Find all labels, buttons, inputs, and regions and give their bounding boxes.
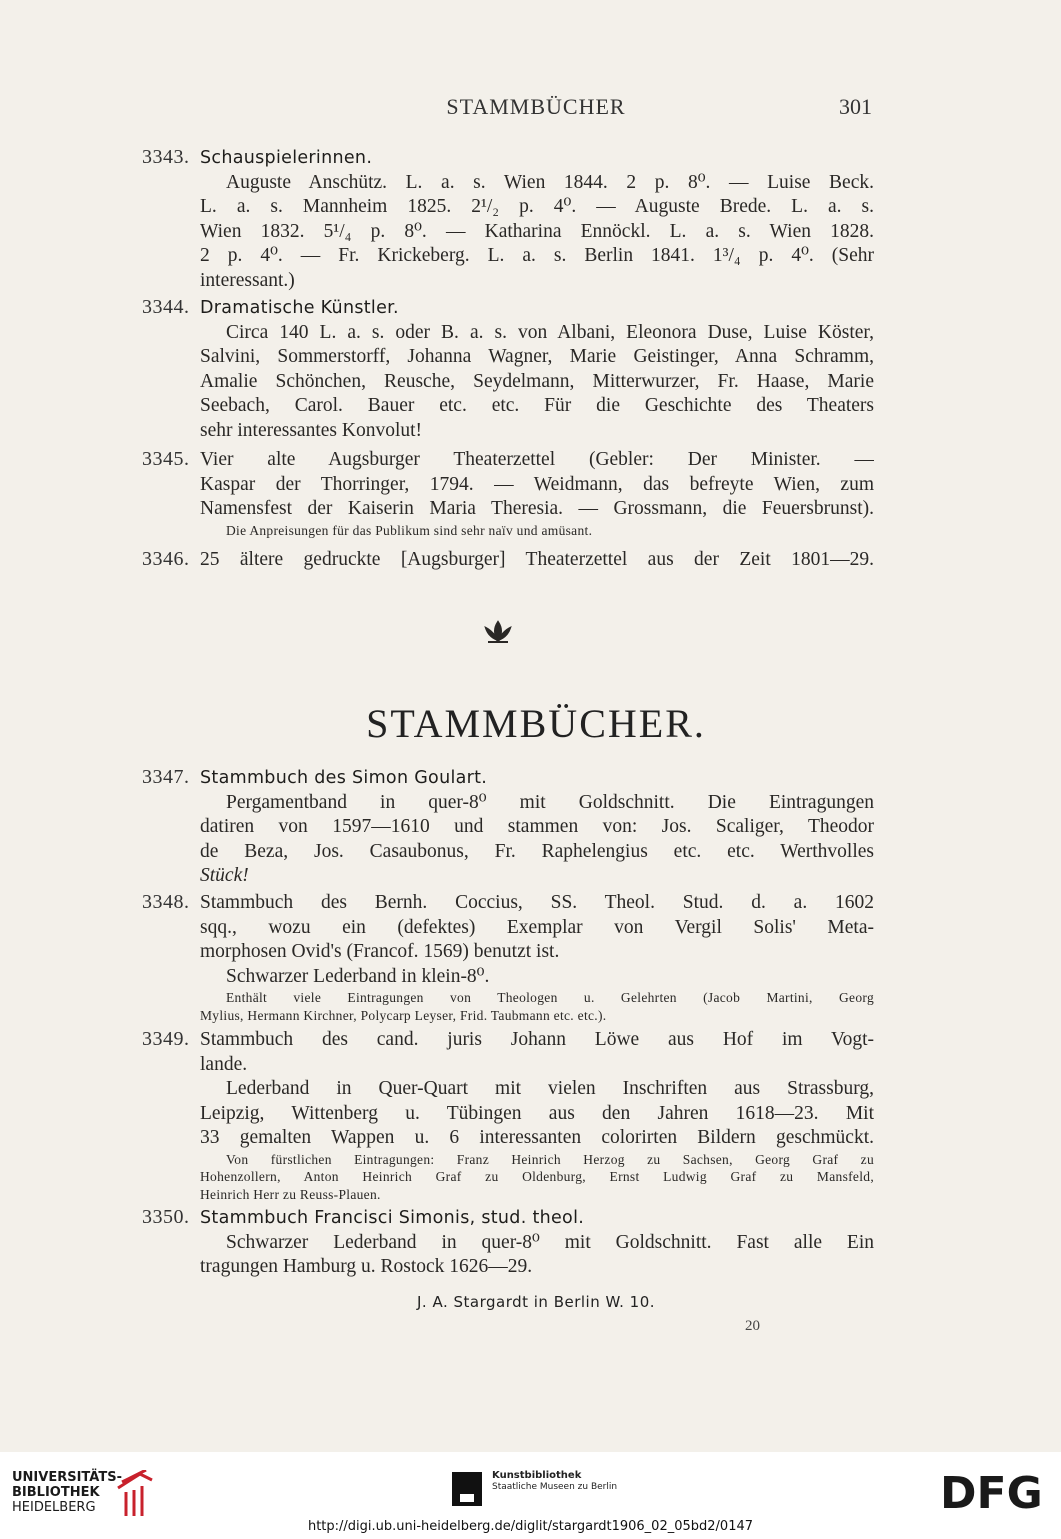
uni-line: HEIDELBERG xyxy=(12,1500,96,1515)
dfg-label: DFG xyxy=(940,1468,1043,1516)
lot-line: tragungen Hamburg u. Rostock 1626—29. xyxy=(200,1256,533,1277)
lot-title-line: 25 ältere gedruckte [Augsburger] Theaterzettel aus der Zeit 1801—29. xyxy=(200,549,874,570)
running-head xyxy=(200,94,872,124)
publisher-imprint: J. A. Stargardt in Berlin W. 10. xyxy=(416,1293,656,1311)
lot-line: Namensfest der Kaiserin Maria Theresia. — Grossmann, die Feuersbrunst). xyxy=(200,498,874,519)
lot-title: Dramatische Künstler. xyxy=(200,298,399,318)
running-head-title: STAMMBÜCHER xyxy=(446,94,626,119)
lot-number: 3343. xyxy=(142,146,190,168)
lot-note: Mylius, Hermann Kirchner, Polycarp Leyser, Frid. Taubmann etc. etc.). xyxy=(200,1007,607,1023)
lot-line: Salvini, Sommerstorff, Johanna Wagner, Marie Geistinger, Anna Schramm, xyxy=(200,346,874,367)
university-library-logo[interactable] xyxy=(12,1470,162,1522)
lot-entry-3344 xyxy=(142,296,874,443)
permalink-url[interactable]: http://digi.ub.uni-heidelberg.de/diglit/stargardt1906_02_05bd2/0147 xyxy=(307,1519,754,1534)
signature-mark: 20 xyxy=(745,1318,760,1334)
lot-line: L. a. s. Mannheim 1825. 2¹/₂ p. 4⁰. — Auguste Brede. L. a. s. xyxy=(200,196,874,217)
lot-line: Kaspar der Thorringer, 1794. — Weidmann, das befreyte Wien, zum xyxy=(200,473,874,495)
lot-note: Von fürstlichen Eintragungen: Franz Heinrich Herzog zu Sachsen, Georg Graf zu xyxy=(226,1151,874,1167)
lot-line: datiren von 1597—1610 und stammen von: Jos. Scaliger, Theodor xyxy=(200,816,874,837)
lot-line: Circa 140 L. a. s. oder B. a. s. von Albani, Eleonora Duse, Luise Köster, xyxy=(226,321,874,343)
kunstbibliothek-logo[interactable] xyxy=(452,1470,652,1510)
lot-line: morphosen Ovid's (Francof. 1569) benutzt ist. xyxy=(200,941,560,962)
lot-line: Seebach, Carol. Bauer etc. etc. Für die Geschichte des Theaters xyxy=(200,395,874,416)
dfg-logo[interactable] xyxy=(940,1466,1050,1516)
lot-title: Stammbuch Francisci Simonis, stud. theol. xyxy=(200,1208,585,1228)
lot-line: Leipzig, Wittenberg u. Tübingen aus den Jahren 1618—23. Mit xyxy=(200,1102,874,1124)
university-emblem-icon xyxy=(112,1470,158,1520)
lot-number: 3346. xyxy=(142,548,190,570)
viewer-footer xyxy=(0,1452,1061,1539)
lot-note: Hohenzollern, Anton Heinrich Graf zu Oldenburg, Ernst Ludwig Graf zu Mansfeld, xyxy=(200,1169,874,1184)
lot-entry-3349 xyxy=(142,1028,874,1203)
lot-line: Lederband in Quer-Quart mit vielen Inschriften aus Strassburg, xyxy=(226,1078,874,1099)
lot-line: Schwarzer Lederband in quer-8⁰ mit Goldschnitt. Fast alle Ein xyxy=(226,1231,874,1253)
kunstbibliothek-mark-icon xyxy=(452,1472,482,1506)
lot-number: 3347. xyxy=(142,766,190,788)
lot-line: lande. xyxy=(200,1053,248,1075)
lot-line: Amalie Schönchen, Reusche, Seydelmann, Mitterwurzer, Fr. Haase, Marie xyxy=(200,370,874,392)
lot-title-line: Vier alte Augsburger Theaterzettel (Gebler: Der Minister. — xyxy=(200,449,874,470)
lot-line: Wien 1832. 5¹/₄ p. 8⁰. — Katharina Ennöckl. L. a. s. Wien 1828. xyxy=(200,220,874,242)
lot-entry-3350 xyxy=(142,1206,874,1280)
lot-entry-3346 xyxy=(142,548,874,573)
lot-note: Die Anpreisungen für das Publikum sind sehr naïv und amüsant. xyxy=(226,522,593,538)
lot-entry-3343 xyxy=(142,146,874,293)
lot-line: interessant.) xyxy=(200,269,295,291)
lot-number: 3349. xyxy=(142,1028,190,1050)
lot-line: Auguste Anschütz. L. a. s. Wien 1844. 2 p. 8⁰. — Luise Beck. xyxy=(226,171,874,193)
lot-entry-3347 xyxy=(142,766,874,889)
section-heading: STAMMBÜCHER. xyxy=(366,701,706,746)
lot-line: Stück! xyxy=(200,865,249,886)
lot-title-line: Stammbuch des cand. juris Johann Löwe aus Hof im Vogt- xyxy=(200,1029,874,1050)
lot-title-line: Stammbuch des Bernh. Coccius, SS. Theol. Stud. d. a. 1602 xyxy=(200,892,874,913)
lot-number: 3348. xyxy=(142,891,190,913)
kb-name: Kunstbibliothek xyxy=(492,1470,582,1481)
lot-note: Enthält viele Eintragungen von Theologen u. Gelehrten (Jacob Martini, Georg xyxy=(226,990,874,1005)
lotus-ornament-icon xyxy=(480,618,516,646)
lot-line: sehr interessantes Konvolut! xyxy=(200,419,423,441)
lot-line: Schwarzer Lederband in klein-8⁰. xyxy=(226,965,490,987)
uni-line: UNIVERSITÄTS- xyxy=(12,1470,122,1485)
lot-number: 3350. xyxy=(142,1206,190,1228)
lot-line: Pergamentband in quer-8⁰ mit Goldschnitt. Die Eintragungen xyxy=(226,791,874,813)
lot-line: 2 p. 4⁰. — Fr. Krickeberg. L. a. s. Berlin 1841. 1³/₄ p. 4⁰. (Sehr xyxy=(200,245,874,266)
page-number: 301 xyxy=(839,94,872,119)
lot-title: Schauspielerinnen. xyxy=(200,148,373,168)
lot-note: Heinrich Herr zu Reuss-Plauen. xyxy=(200,1186,381,1202)
lot-entry-3348 xyxy=(142,891,874,1024)
uni-line: BIBLIOTHEK xyxy=(12,1485,100,1500)
lot-number: 3344. xyxy=(142,296,190,318)
lot-line: de Beza, Jos. Casaubonus, Fr. Raphelengius etc. etc. Werthvolles xyxy=(200,840,874,862)
lot-number: 3345. xyxy=(142,448,190,470)
kb-subtitle: Staatliche Museen zu Berlin xyxy=(492,1482,618,1492)
lot-entry-3345 xyxy=(142,448,874,539)
lot-title: Stammbuch des Simon Goulart. xyxy=(200,768,488,788)
lot-line: 33 gemalten Wappen u. 6 interessanten colorirten Bildern geschmückt. xyxy=(200,1127,874,1148)
lot-line: sqq., wozu ein (defektes) Exemplar von Vergil Solis' Meta- xyxy=(200,916,874,938)
